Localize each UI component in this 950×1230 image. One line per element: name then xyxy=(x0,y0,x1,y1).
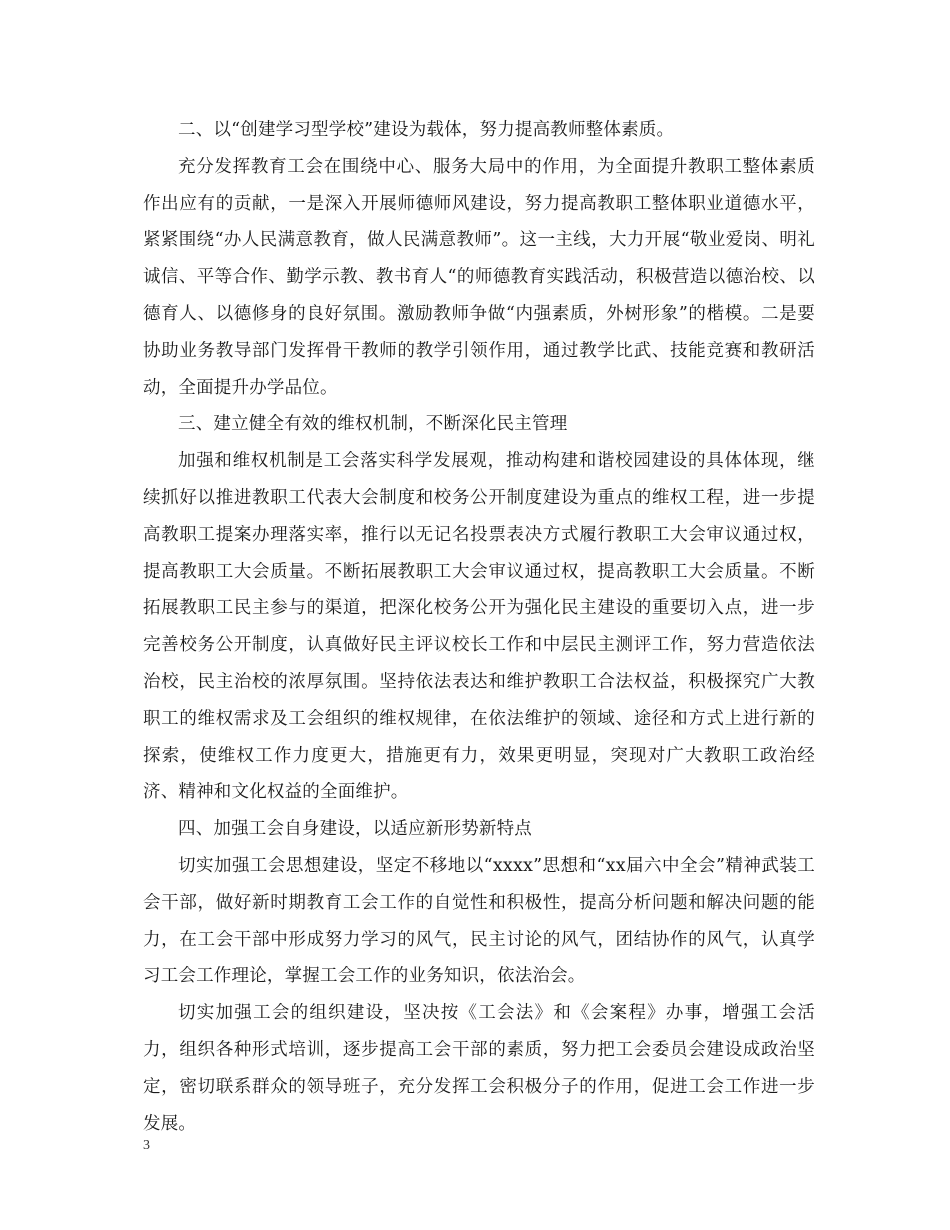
section-heading-4: 四、加强工会自身建设，以适应新形势新特点 xyxy=(178,819,532,840)
body-paragraph-ideological-building: 切实加强工会思想建设，坚定不移地以“xxxx”思想和“xx届六中全会”精神武装工会干部，做好新时期教育工会工作的自觉性和积极性，提高分析问题和解决问题的能力，在工会干部中形成努力学习的风气，民主讨论的风气，团结协作的风气，认真学习工会工作理论，掌握工会工作的业务知识，依法治会。 xyxy=(143,855,815,987)
section-heading-2: 二、以“创建学习型学校”建设为载体，努力提高教师整体素质。 xyxy=(178,120,675,140)
document-page xyxy=(143,112,815,1142)
body-paragraph-organizational-building: 切实加强工会的组织建设，坚决按《工会法》和《会案程》办事，增强工会活力，组织各种形式培训，逐步提高工会干部的素质，努力把工会委员会建设成政治坚定，密切联系群众的领导班子，充分发挥工会积极分子的作用，促进工会工作进一步发展。 xyxy=(143,1003,815,1134)
page-number: 3 xyxy=(143,1138,150,1153)
section-heading-3: 三、建立健全有效的维权机制，不断深化民主管理 xyxy=(178,414,568,435)
body-paragraph-rights-mechanism: 加强和维权机制是工会落实科学发展观，推动构建和谐校园建设的具体体现，继续抓好以推进教职工代表大会制度和校务公开制度建设为重点的维权工程，进一步提高教职工提案办理落实率，推行以无记名投票表决方式履行教职工大会审议通过权，提高教职工大会质量。不断拓展教职工大会审议通过权，提高教职工大会质量。不断拓展教职工民主参与的渠道，把深化校务公开为强化民主建设的重要切入点，进一步完善校务公开制度，认真做好民主评议校长工作和中层民主测评工作，努力营造依法治校，民主治校的浓厚氛围。坚持依法表达和维护教职工合法权益，积极探究广大教职工的维权需求及工会组织的维权规律，在依法维护的领域、途径和方式上进行新的探索，使维权工作力度更大，措施更有力，效果更明显，突现对广大教职工政治经济、精神和文化权益的全面维护。 xyxy=(143,451,815,803)
body-paragraph-teacher-quality: 充分发挥教育工会在围绕中心、服务大局中的作用，为全面提升教职工整体素质作出应有的贡献，一是深入开展师德师风建设，努力提高教职工整体职业道德水平，紧紧围绕“办人民满意教育，做人民满意教师”。这一主线，大力开展“敬业爱岗、明礼诚信、平等合作、勤学示教、教书育人“的师德教育实践活动，积极营造以德治校、以德育人、以德修身的良好氛围。激励教师争做“内强素质，外树形象”的楷模。二是要协助业务教导部门发挥骨干教师的教学引领作用，通过教学比武、技能竞赛和教研活动，全面提升办学品位。 xyxy=(143,156,815,398)
